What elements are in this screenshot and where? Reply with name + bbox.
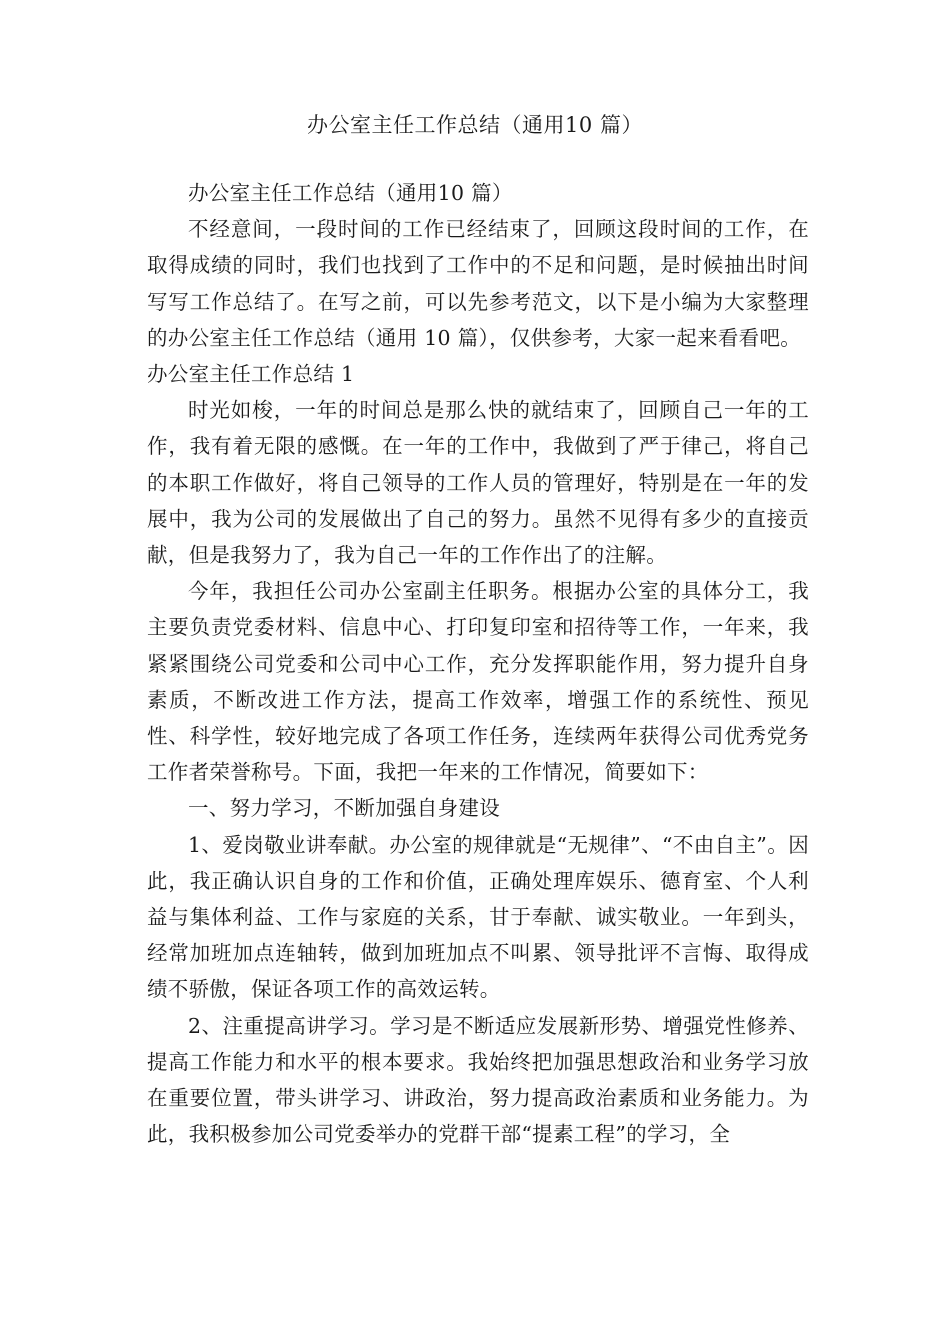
intro-paragraph: 不经意间，一段时间的工作已经结束了，回顾这段时间的工作，在取得成绩的同时，我们也找到了工作中的不足和问题，是时候抽出时间写写工作总结了。在写之前，可以先参考范文，以下是小编为大家整理的办公室主任工作总结（通用 10 篇），仅供参考，大家一起来看看吧。: [147, 217, 809, 350]
body-paragraph: 1、爱岗敬业讲奉献。办公室的规律就是“无规律”、“不由自主”。因此，我正确认识自身的工作和价值，正确处理库娱乐、德育室、个人利益与集体利益、工作与家庭的关系，甘于奉献、诚实敬业。一年到头，经常加班加点连轴转，做到加班加点不叫累、领导批评不言悔、取得成绩不骄傲，保证各项工作的高效运转。: [147, 832, 809, 1002]
subtitle-paragraph: 办公室主任工作总结（通用10 篇）: [188, 181, 513, 205]
body-paragraph: 今年，我担任公司办公室副主任职务。根据办公室的具体分工，我主要负责党委材料、信息中心、打印复印室和招待等工作，一年来，我紧紧围绕公司党委和公司中心工作，充分发挥职能作用，努力提升自身素质，不断改进工作方法，提高工作效率，增强工作的系统性、预见性、科学性，较好地完成了各项工作任务，连续两年获得公司优秀党务工作者荣誉称号。下面，我把一年来的工作情况，简要如下：: [147, 579, 809, 785]
section-heading: 办公室主任工作总结 1: [147, 362, 355, 387]
document-title: 办公室主任工作总结（通用10 篇）: [307, 113, 643, 137]
body-paragraph: 2、注重提高讲学习。学习是不断适应发展新形势、增强党性修养、提高工作能力和水平的根本要求。我始终把加强思想政治和业务学习放在重要位置，带头讲学习、讲政治，努力提高政治素质和业务能力。为此，我积极参加公司党委举办的党群干部“提素工程”的学习，全: [147, 1013, 809, 1147]
document-body: [147, 175, 809, 1152]
body-paragraph: 时光如梭，一年的时间总是那么快的就结束了，回顾自己一年的工作，我有着无限的感慨。在一年的工作中，我做到了严于律己，将自己的本职工作做好，将自己领导的工作人员的管理好，特别是在一年的发展中，我为公司的发展做出了自己的努力。虽然不见得有多少的直接贡献，但是我努力了，我为自己一年的工作作出了的注解。: [147, 398, 809, 568]
subsection-heading: 一、努力学习，不断加强自身建设: [188, 796, 500, 821]
